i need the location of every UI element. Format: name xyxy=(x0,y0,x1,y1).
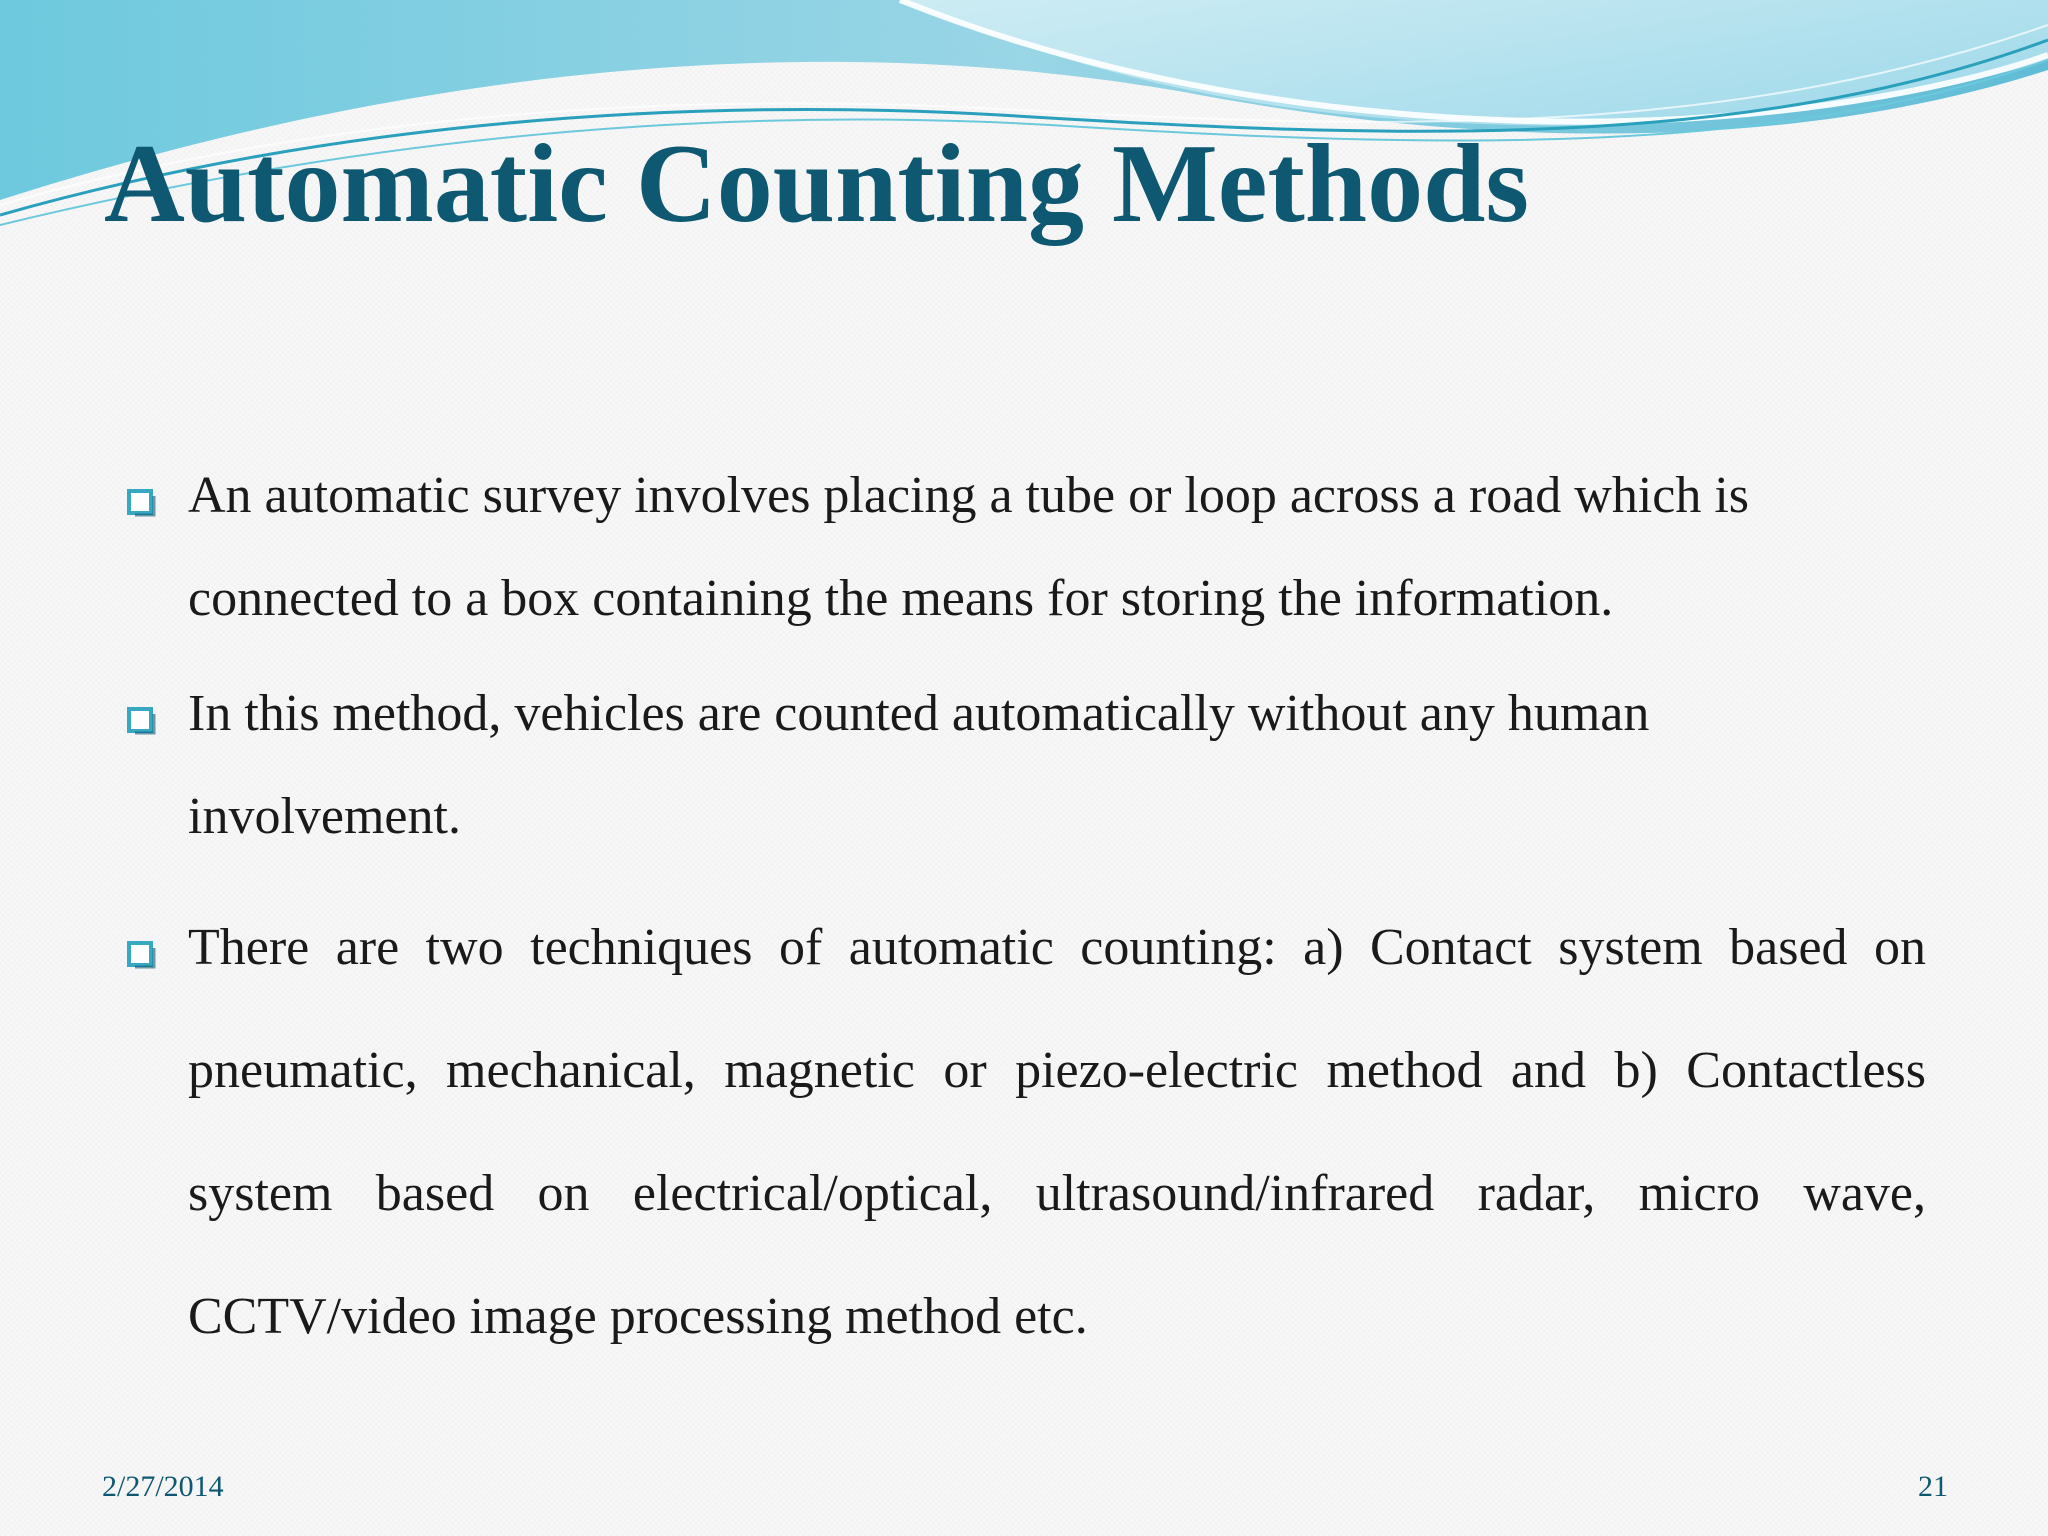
footer-date: 2/27/2014 xyxy=(102,1470,224,1503)
hollow-square-bullet-icon xyxy=(126,706,156,736)
page-number: 21 xyxy=(1918,1470,1948,1503)
hollow-square-bullet-icon xyxy=(126,940,156,970)
bullet-text: An automatic survey involves placing a tube or loop across a road which is connected to a box containing the means for storing the information. xyxy=(188,467,1750,627)
hollow-square-bullet-icon xyxy=(126,488,156,518)
slide-title: Automatic Counting Methods xyxy=(104,122,1529,246)
bullet-text: In this method, vehicles are counted automatically without any human involvement. xyxy=(188,685,1650,845)
bullet-text: There are two techniques of automatic counting: a) Contact system based on pneumatic, mechanical, magnetic or piezo-electric method and b) Contactless system based on electrical/optical, ultrasound/infrared radar, micro wave, CCTV/video image processing method etc. xyxy=(188,919,1926,1345)
